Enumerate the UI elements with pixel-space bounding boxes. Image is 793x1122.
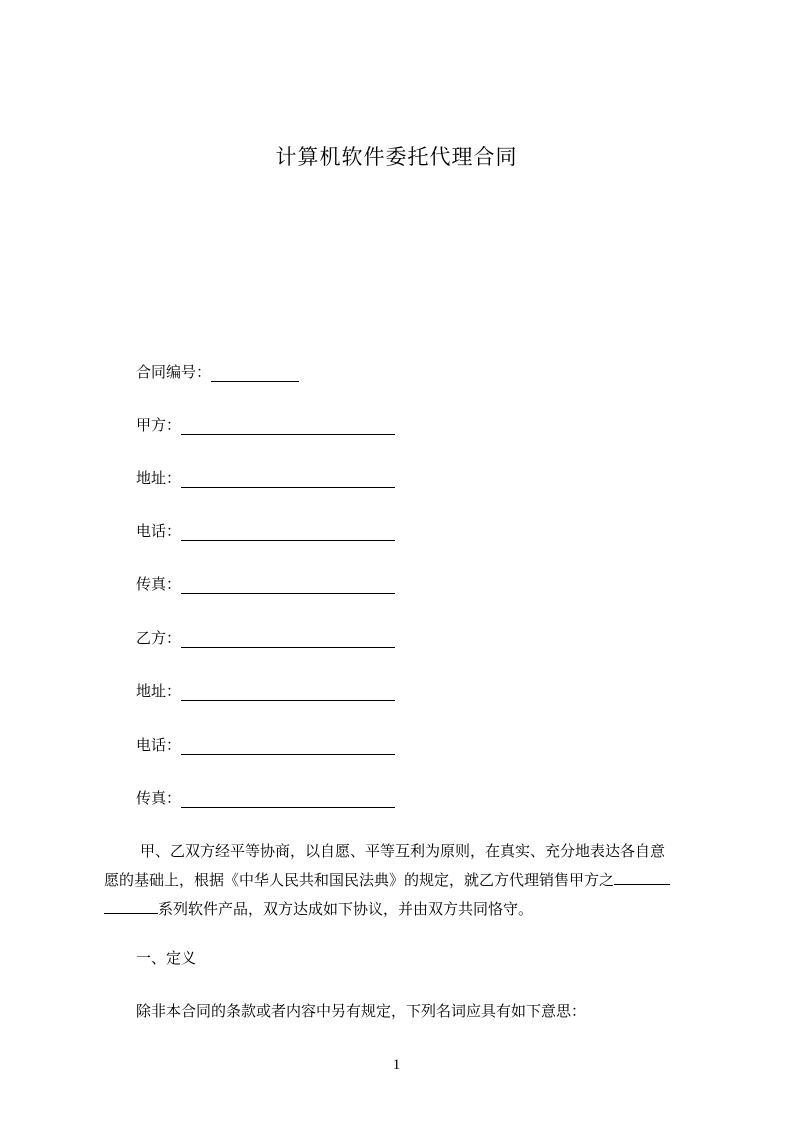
party-a-fax-blank <box>181 576 395 594</box>
party-a-phone-field <box>136 521 395 541</box>
contract-number-label: 合同编号： <box>136 363 212 381</box>
preamble-line-3 <box>104 895 704 924</box>
software-series-blank-part-1 <box>614 867 670 885</box>
page-number: 1 <box>392 1057 401 1073</box>
section-1-heading: 一、定义 <box>136 949 197 967</box>
party-b-fax-field <box>136 788 395 808</box>
party-b-phone-blank <box>181 737 395 755</box>
party-a-fax-label: 传真： <box>136 575 182 593</box>
party-b-phone-field <box>136 735 395 755</box>
party-a-phone-blank <box>181 523 395 541</box>
party-a-label: 甲方： <box>136 416 182 434</box>
party-b-address-field <box>136 681 395 701</box>
preamble-line-1: 甲、乙双方经平等协商，以自愿、平等互利为原则，在真实、充分地表达各自意 <box>140 842 666 860</box>
preamble-line-2-text: 愿的基础上，根据《中华人民共和国民法典》的规定，就乙方代理销售甲方之 <box>104 871 615 889</box>
party-b-fax-blank <box>181 790 395 808</box>
party-b-address-blank <box>181 683 395 701</box>
party-b-label: 乙方： <box>136 629 182 647</box>
party-b-blank <box>181 630 395 648</box>
party-a-blank <box>181 417 395 435</box>
section-1-intro: 除非本合同的条款或者内容中另有规定，下列名词应具有如下意思： <box>136 1002 587 1020</box>
contract-title: 计算机软件委托代理合同 <box>275 145 518 169</box>
preamble-line-3-text: 系列软件产品，双方达成如下协议，并由双方共同恪守。 <box>158 900 534 918</box>
party-b-phone-label: 电话： <box>136 736 182 754</box>
party-a-field <box>136 415 395 435</box>
preamble-paragraph <box>104 837 704 924</box>
contract-number-field <box>136 362 299 382</box>
party-a-address-blank <box>181 470 395 488</box>
party-a-fax-field <box>136 574 395 594</box>
party-b-fax-label: 传真： <box>136 789 182 807</box>
party-a-address-label: 地址： <box>136 469 182 487</box>
party-a-address-field <box>136 468 395 488</box>
software-series-blank-part-2 <box>104 896 158 914</box>
contract-number-blank <box>211 364 299 382</box>
party-b-address-label: 地址： <box>136 682 182 700</box>
party-a-phone-label: 电话： <box>136 522 182 540</box>
party-b-field <box>136 628 395 648</box>
preamble-line-2 <box>104 866 704 895</box>
